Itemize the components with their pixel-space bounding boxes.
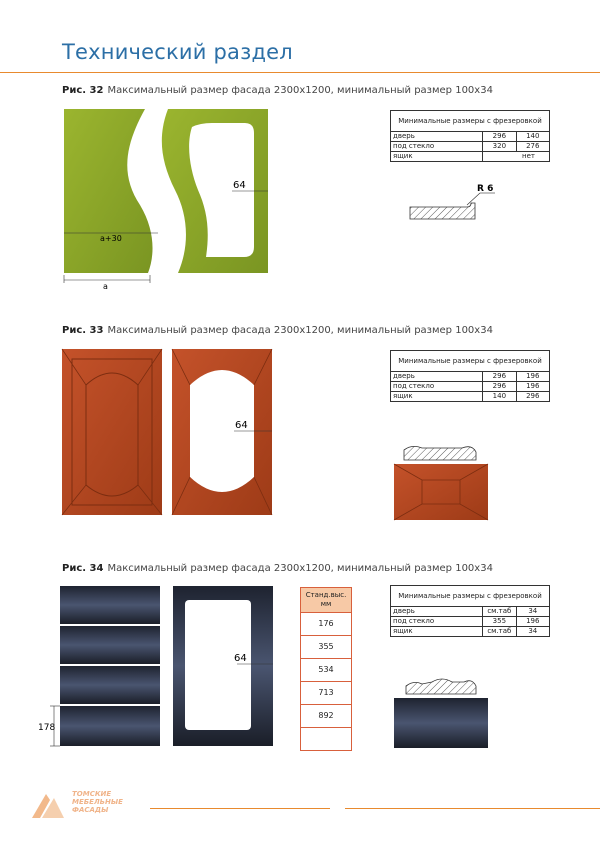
spec-table-fig32: Минимальные размеры с фрезеровкой дверь 296 140 под стекло 320 276 ящик нет <box>390 110 550 162</box>
footer-rule-left <box>150 808 330 809</box>
company-logo-icon <box>28 790 68 822</box>
facade-panel-red <box>62 349 162 515</box>
fig32-drawing <box>60 105 270 295</box>
caption-fig32: Рис. 32 Максимальный размер фасада 2300x1200, минимальный размер 100x34 <box>62 85 493 96</box>
glass-opening <box>185 600 251 730</box>
dim-64: 64 <box>233 180 246 191</box>
footer-rule-right <box>345 808 600 809</box>
spec-table-fig34: Минимальные размеры с фрезеровкой дверь см.таб 34 под стекло 355 196 ящик см.таб 34 <box>390 585 550 637</box>
dim-178: 178 <box>38 723 56 733</box>
facade-panel-green-wave <box>64 109 153 273</box>
spec-table-fig33: Минимальные размеры с фрезеровкой дверь 296 196 под стекло 296 196 ящик 140 296 <box>390 350 550 402</box>
caption-fig33: Рис. 33 Максимальный размер фасада 2300x1200, минимальный размер 100x34 <box>62 325 493 336</box>
dim-a30: a+30 <box>100 234 122 243</box>
profile-red-sample <box>392 440 492 525</box>
profile-dark-sample <box>392 672 492 752</box>
company-logo-text: ТОМСКИЕ МЕБЕЛЬНЫЕ ФАСАДЫ <box>72 790 123 814</box>
fig33-drawing <box>60 345 275 517</box>
page-title: Технический раздел <box>62 40 293 64</box>
dim-64: 64 <box>234 653 247 664</box>
standard-heights-table: Станд.выс. мм 176 355 534 713 892 <box>300 587 352 751</box>
title-rule <box>0 72 600 73</box>
dim-64: 64 <box>235 420 248 431</box>
radius-label: R 6 <box>477 184 494 194</box>
profile-r6 <box>405 185 500 225</box>
dim-a: a <box>103 282 108 291</box>
caption-fig34: Рис. 34 Максимальный размер фасада 2300x1200, минимальный размер 100x34 <box>62 563 493 574</box>
fig34-drawing <box>40 582 280 752</box>
